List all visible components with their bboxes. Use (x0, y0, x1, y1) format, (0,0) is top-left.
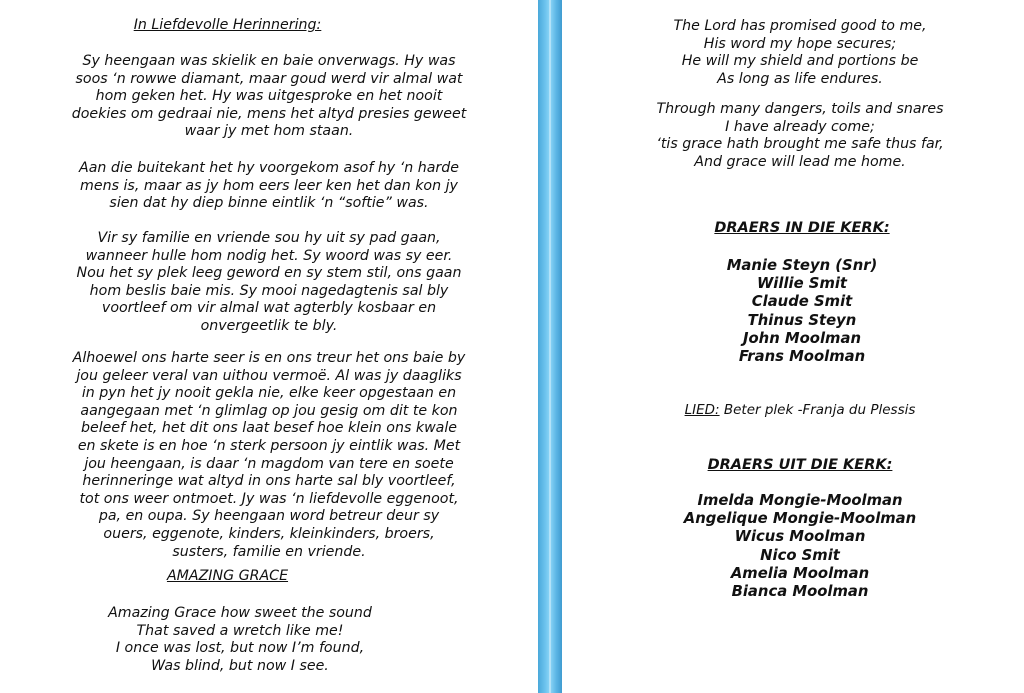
bearer-name: Thinus Steyn (747, 311, 857, 329)
ribbon-bookmark (538, 0, 562, 693)
bearer-name: Imelda Mongie-Moolman (697, 492, 903, 509)
paragraph-line: hom beslis baie mis. Sy mooi nagedagtenis sal bly (89, 282, 449, 299)
paragraph-line: jou geleer veral van uithou vermoë. Al was jy daagliks (76, 367, 462, 384)
song-label: LIED: (684, 402, 720, 418)
hymn-verse-3 (562, 101, 1024, 171)
paragraph-3 (0, 230, 538, 336)
bearer-name: Angelique Mongie-Moolman (683, 510, 917, 528)
bearer-name: Nico Smit (760, 546, 840, 564)
paragraph-line: Sy heengaan was skielik en baie onverwags. Hy was (82, 53, 456, 69)
memorial-title: In Liefdevolle Herinnering: (133, 17, 322, 33)
bearer-name: Bianca Moolman (731, 583, 869, 601)
hymn-line: Amazing Grace how sweet the sound (108, 605, 372, 621)
paragraph-line: voortleef om vir almal wat agterbly kosbaar en (101, 300, 437, 317)
hymn-line: Through many dangers, toils and snares (656, 101, 944, 117)
paragraph-line: onvergeetlik te bly. (200, 317, 338, 334)
song-title: Beter plek -Franja du Plessis (719, 402, 916, 418)
bearers-church-list (562, 257, 1024, 366)
paragraph-line: Nou het sy plek leeg geword en sy stem stil, ons gaan (76, 265, 462, 282)
paragraph-line: beleef het, het dit ons laat besef hoe klein ons kwale (80, 420, 458, 437)
bearer-name: John Moolman (743, 329, 861, 347)
paragraph-line: Aan die buitekant het hy voorgekom asof hy ‘n harde (79, 160, 459, 176)
paragraph-line: waar jy met hom staan. (184, 123, 354, 140)
song-line (562, 402, 1024, 420)
paragraph-line: Vir sy familie en vriende sou hy uit sy pad gaan, (97, 230, 441, 246)
hymn-title: AMAZING GRACE (166, 568, 289, 584)
right-page (562, 0, 1024, 693)
paragraph-4 (0, 350, 538, 561)
bearer-name: Wicus Moolman (734, 528, 866, 546)
paragraph-line: mens is, maar as jy hom eers leer ken het dan kon jy (80, 177, 458, 194)
paragraph-line: hom geken het. Hy was uitgesproke en het nooit (95, 88, 443, 105)
paragraph-line: tot ons weer ontmoet. Jy was ‘n liefdevolle eggenoot, (79, 490, 459, 507)
bearer-name: Claude Smit (751, 293, 853, 311)
paragraph-2 (0, 160, 538, 213)
paragraph-line: pa, en oupa. Sy heengaan word betreur deur sy (98, 508, 440, 525)
hymn-line: That saved a wretch like me! (136, 622, 344, 639)
paragraph-line: wanneer hulle hom nodig het. Sy woord was sy eer. (85, 247, 453, 264)
hymn-line: I once was lost, but now I’m found, (115, 640, 365, 657)
hymn-line: He will my shield and portions be (681, 53, 919, 70)
bearer-name: Amelia Moolman (730, 564, 870, 582)
bearer-name: Manie Steyn (Snr) (726, 257, 878, 274)
paragraph-line: en skete is en hoe ‘n sterk persoon jy eintlik was. Met (77, 437, 461, 454)
paragraph-line: Alhoewel ons harte seer is en ons treur het ons baie by (72, 350, 466, 366)
paragraph-line: susters, familie en vriende. (172, 543, 366, 560)
paragraph-line: jou heengaan, is daar ‘n magdom van tere en soete (84, 455, 454, 472)
hymn-line: The Lord has promised good to me, (673, 18, 927, 34)
paragraph-line: aangegaan met ‘n glimlag op jou gesig om dit te kon (80, 402, 458, 419)
bearer-name: Frans Moolman (738, 348, 866, 366)
hymn-verse-2 (562, 18, 1024, 88)
bearers-out-list (562, 492, 1024, 601)
paragraph-line: herinneringe wat altyd in ons harte sal bly voortleef, (82, 473, 456, 490)
paragraph-1 (0, 53, 538, 141)
hymn-line: Was blind, but now I see. (151, 657, 329, 674)
hymn-line: As long as life endures. (717, 70, 883, 87)
paragraph-line: ouers, eggenote, kinders, kleinkinders, broers, (103, 525, 435, 542)
paragraph-line: sien dat hy diep binne eintlik ‘n “softie” was. (109, 195, 429, 212)
bearer-name: Willie Smit (756, 275, 848, 293)
hymn-line: I have already come; (725, 118, 875, 135)
hymn-line: And grace will lead me home. (694, 153, 906, 170)
paragraph-line: doekies om gedraai nie, mens het altyd presies geweet (71, 105, 467, 122)
bearers-out-title: DRAERS UIT DIE KERK: (707, 457, 893, 473)
hymn-line: ‘tis grace hath brought me safe thus far, (656, 136, 944, 153)
paragraph-line: in pyn het jy nooit gekla nie, elke keer opgestaan en (81, 385, 457, 402)
paragraph-line: soos ‘n rowwe diamant, maar goud werd vir almal wat (75, 70, 463, 87)
hymn-line: His word my hope secures; (703, 35, 897, 52)
hymn-verse (0, 605, 480, 675)
bearers-church-title: DRAERS IN DIE KERK: (714, 220, 890, 236)
